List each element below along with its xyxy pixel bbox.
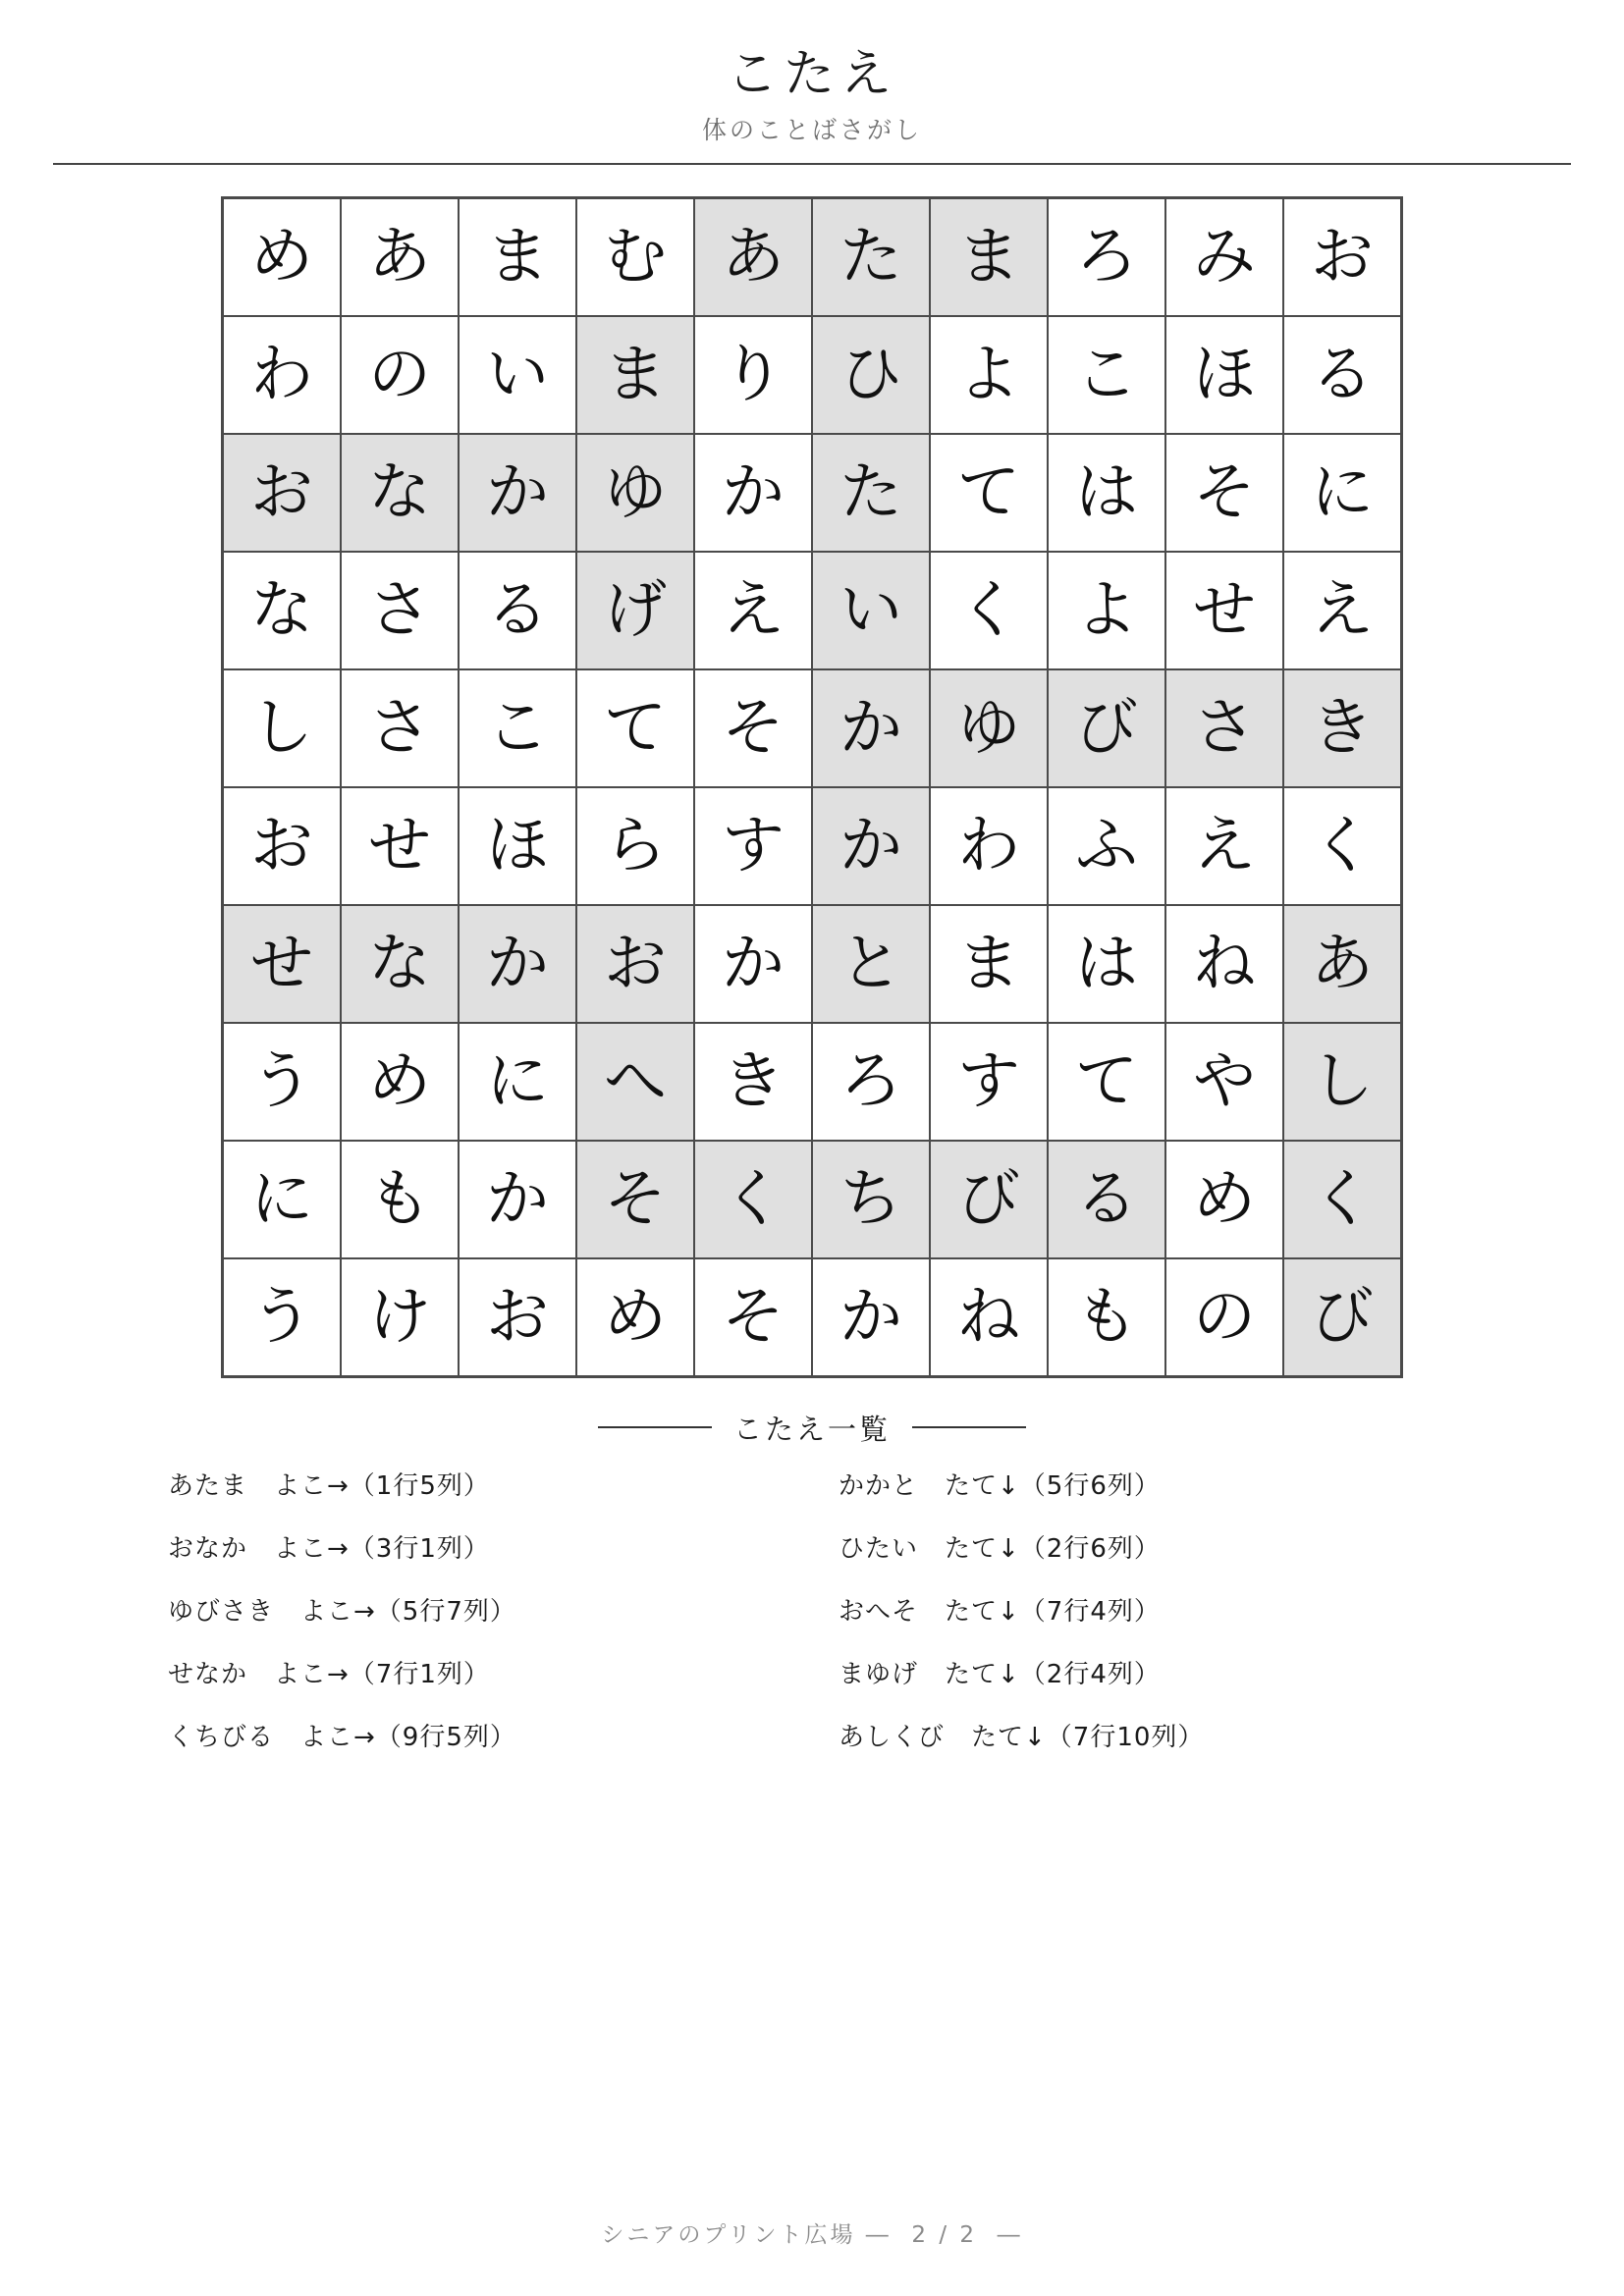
- page-subtitle: 体のことばさがし: [701, 116, 922, 144]
- grid-cell: ろ: [1048, 197, 1165, 316]
- grid-cell: も: [1048, 1258, 1165, 1377]
- grid-cell: ね: [930, 1258, 1048, 1377]
- grid-cell: か: [694, 434, 812, 552]
- grid-cell: に: [1283, 434, 1402, 552]
- grid-cell: よ: [930, 316, 1048, 434]
- grid-cell: り: [694, 316, 812, 434]
- grid-cell: す: [694, 787, 812, 905]
- grid-cell: ま: [459, 197, 576, 316]
- grid-cell: す: [930, 1023, 1048, 1141]
- grid-cell: さ: [341, 669, 459, 787]
- grid-cell: あ: [341, 197, 459, 316]
- grid-cell-highlighted: い: [812, 552, 930, 669]
- grid-cell: の: [1165, 1258, 1283, 1377]
- header-divider: [53, 163, 1571, 165]
- grid-cell: め: [576, 1258, 694, 1377]
- answer-item: ゆびさき よこ→（5行7列）: [168, 1596, 516, 1627]
- grid-cell: そ: [1165, 434, 1283, 552]
- grid-cell: お: [1283, 197, 1402, 316]
- grid-cell: て: [576, 669, 694, 787]
- grid-cell: め: [223, 197, 342, 316]
- answer-item: おなか よこ→（3行1列）: [168, 1533, 490, 1564]
- grid-cell-highlighted: お: [223, 434, 342, 552]
- grid-cell: こ: [459, 669, 576, 787]
- grid-cell: ろ: [812, 1023, 930, 1141]
- grid-cell-highlighted: と: [812, 905, 930, 1023]
- grid-cell: そ: [694, 669, 812, 787]
- grid-row: [223, 905, 1402, 1023]
- grid-cell: ま: [930, 905, 1048, 1023]
- grid-cell-highlighted: た: [812, 434, 930, 552]
- page-footer: シニアのプリント広場 ― 2 / 2 ―: [601, 2222, 1023, 2248]
- answer-list: [144, 1471, 1480, 1787]
- answer-list-heading: [0, 1408, 1624, 1448]
- grid-cell: ら: [576, 787, 694, 905]
- grid-cell: む: [576, 197, 694, 316]
- grid-cell-highlighted: ま: [930, 197, 1048, 316]
- grid-cell: せ: [341, 787, 459, 905]
- grid-cell-highlighted: か: [812, 669, 930, 787]
- grid-cell-highlighted: ゆ: [576, 434, 694, 552]
- answer-item: まゆげ たて↓（2行4列）: [839, 1660, 1161, 1690]
- grid-cell: に: [459, 1023, 576, 1141]
- grid-cell: き: [694, 1023, 812, 1141]
- grid-cell: て: [1048, 1023, 1165, 1141]
- grid-cell: の: [341, 316, 459, 434]
- grid-cell-highlighted: そ: [576, 1141, 694, 1258]
- grid-cell-highlighted: せ: [223, 905, 342, 1023]
- grid-row: [223, 1258, 1402, 1377]
- grid-cell: か: [459, 1141, 576, 1258]
- grid-cell: こ: [1048, 316, 1165, 434]
- grid-cell-highlighted: な: [341, 905, 459, 1023]
- page-title: こたえ: [726, 45, 897, 104]
- grid-cell: さ: [341, 552, 459, 669]
- grid-cell-highlighted: び: [930, 1141, 1048, 1258]
- grid-cell: も: [341, 1141, 459, 1258]
- grid-row: [223, 1141, 1402, 1258]
- grid-cell: な: [223, 552, 342, 669]
- grid-cell: る: [1283, 316, 1402, 434]
- heading-rule-right: [912, 1426, 1026, 1428]
- grid-cell: い: [459, 316, 576, 434]
- grid-cell: わ: [930, 787, 1048, 905]
- grid-cell: お: [223, 787, 342, 905]
- grid-cell: や: [1165, 1023, 1283, 1141]
- grid-cell-highlighted: び: [1048, 669, 1165, 787]
- grid-cell-highlighted: へ: [576, 1023, 694, 1141]
- grid-cell-highlighted: あ: [694, 197, 812, 316]
- grid-cell-highlighted: ゆ: [930, 669, 1048, 787]
- grid-cell-highlighted: さ: [1165, 669, 1283, 787]
- grid-cell: く: [1283, 787, 1402, 905]
- grid-cell: に: [223, 1141, 342, 1258]
- answer-item: くちびる よこ→（9行5列）: [168, 1723, 516, 1753]
- answer-list-label: こたえ一覧: [732, 1412, 891, 1446]
- answer-item: おへそ たて↓（7行4列）: [839, 1596, 1161, 1627]
- grid-row: [223, 434, 1402, 552]
- grid-row: [223, 552, 1402, 669]
- grid-cell: ほ: [459, 787, 576, 905]
- grid-cell: み: [1165, 197, 1283, 316]
- grid-cell-highlighted: げ: [576, 552, 694, 669]
- grid-cell: う: [223, 1258, 342, 1377]
- grid-row: [223, 1023, 1402, 1141]
- grid-cell: て: [930, 434, 1048, 552]
- grid-cell-highlighted: な: [341, 434, 459, 552]
- grid-cell-highlighted: ま: [576, 316, 694, 434]
- grid-row: [223, 669, 1402, 787]
- answer-item: ひたい たて↓（2行6列）: [839, 1533, 1161, 1564]
- grid-row: [223, 197, 1402, 316]
- grid-cell-highlighted: あ: [1283, 905, 1402, 1023]
- grid-cell: う: [223, 1023, 342, 1141]
- answer-item: あたま よこ→（1行5列）: [168, 1470, 490, 1501]
- grid-cell: け: [341, 1258, 459, 1377]
- grid-cell: そ: [694, 1258, 812, 1377]
- grid-cell-highlighted: く: [694, 1141, 812, 1258]
- grid-cell: ふ: [1048, 787, 1165, 905]
- grid-cell-highlighted: た: [812, 197, 930, 316]
- grid-cell-highlighted: く: [1283, 1141, 1402, 1258]
- grid-row: [223, 787, 1402, 905]
- grid-cell: え: [694, 552, 812, 669]
- grid-cell-highlighted: お: [576, 905, 694, 1023]
- grid-cell: え: [1165, 787, 1283, 905]
- grid-cell: ほ: [1165, 316, 1283, 434]
- grid-cell: は: [1048, 905, 1165, 1023]
- grid-cell-highlighted: し: [1283, 1023, 1402, 1141]
- grid-cell: め: [1165, 1141, 1283, 1258]
- answer-item: かかと たて↓（5行6列）: [839, 1470, 1161, 1501]
- grid-cell-highlighted: き: [1283, 669, 1402, 787]
- grid-row: [223, 316, 1402, 434]
- grid-cell: せ: [1165, 552, 1283, 669]
- grid-cell-highlighted: か: [459, 905, 576, 1023]
- puzzle-grid-container: [0, 196, 1624, 1378]
- grid-cell: め: [341, 1023, 459, 1141]
- grid-cell-highlighted: ち: [812, 1141, 930, 1258]
- answer-item: せなか よこ→（7行1列）: [168, 1660, 490, 1690]
- grid-cell: か: [694, 905, 812, 1023]
- answer-item: あしくび たて↓（7行10列）: [839, 1723, 1205, 1753]
- grid-cell-highlighted: る: [1048, 1141, 1165, 1258]
- grid-cell-highlighted: び: [1283, 1258, 1402, 1377]
- answer-column-horizontal: [144, 1471, 809, 1787]
- grid-cell: お: [459, 1258, 576, 1377]
- answer-column-vertical: [809, 1471, 1480, 1787]
- puzzle-grid: [221, 196, 1403, 1378]
- grid-cell: え: [1283, 552, 1402, 669]
- heading-rule-left: [598, 1426, 712, 1428]
- grid-cell: し: [223, 669, 342, 787]
- grid-cell-highlighted: ひ: [812, 316, 930, 434]
- grid-cell: は: [1048, 434, 1165, 552]
- grid-cell-highlighted: か: [459, 434, 576, 552]
- grid-cell-highlighted: か: [812, 787, 930, 905]
- page-header: [0, 0, 1624, 165]
- grid-cell: か: [812, 1258, 930, 1377]
- grid-cell: く: [930, 552, 1048, 669]
- grid-cell: わ: [223, 316, 342, 434]
- grid-cell: ね: [1165, 905, 1283, 1023]
- grid-cell: よ: [1048, 552, 1165, 669]
- grid-cell: る: [459, 552, 576, 669]
